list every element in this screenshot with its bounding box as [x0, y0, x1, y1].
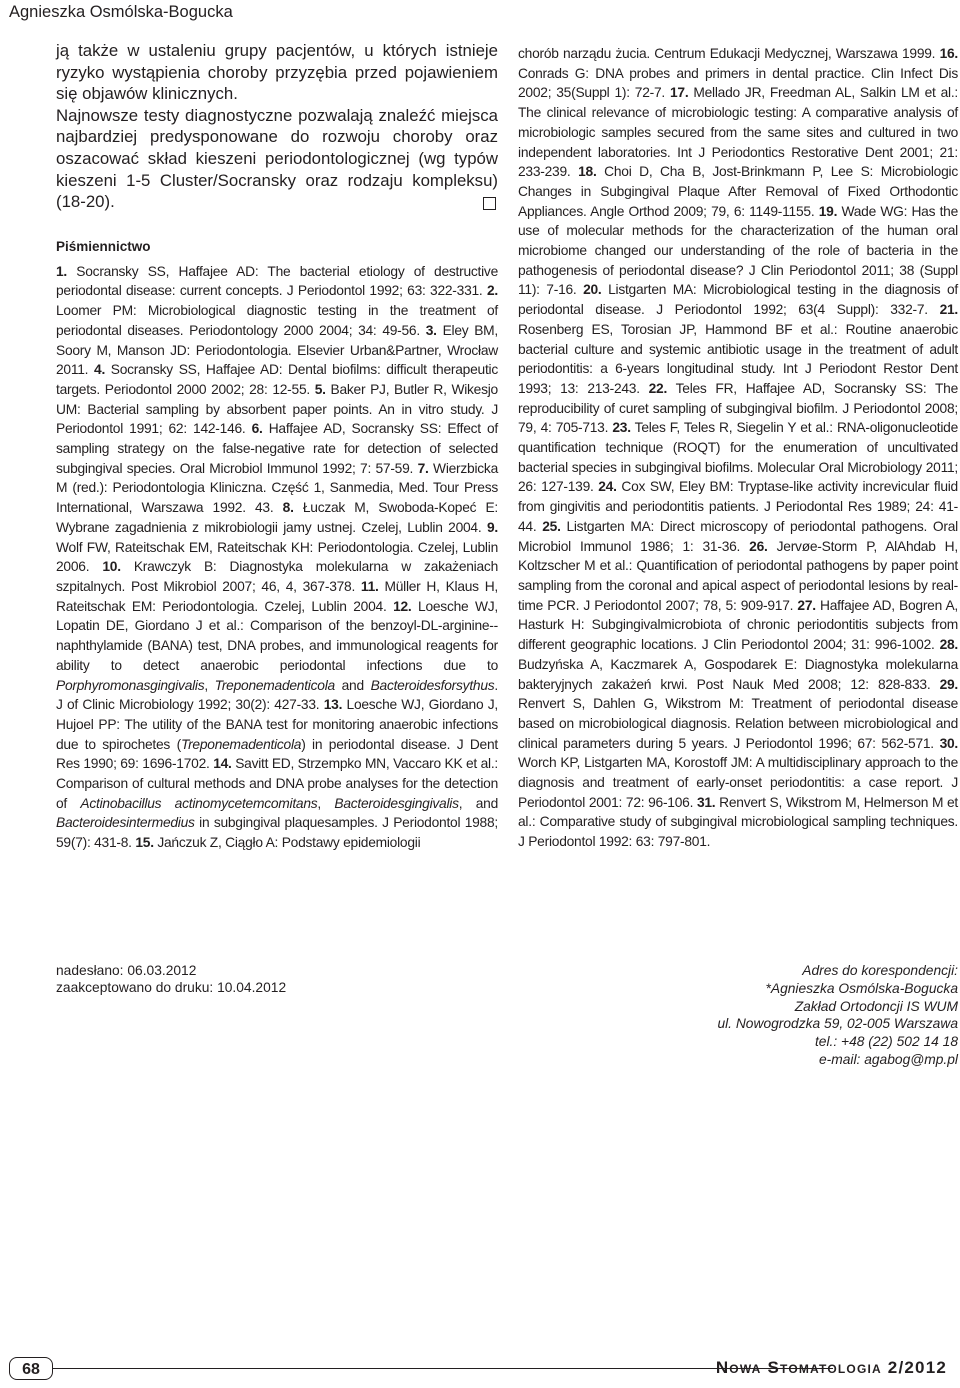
reference-text: Socransky SS, Haffajee AD: The bacterial etiology of destructive periodontal disease: current concepts. J Periodontol 1992; 63: 322-331.: [56, 263, 498, 299]
reference-text: ,: [204, 677, 215, 693]
reference-text: ) in periodontal disease. J Dent Res 1990; 69: 1696-1702.: [56, 736, 498, 772]
reference-text: Haffajee AD, Socransky SS: Effect of sampling strategy on the false-negative rate for detection of selected subgingival species. Oral Microbiol Immunol 1992; 7: 57-59.: [56, 421, 498, 476]
reference-species-name: Actinobacillus actinomycetemcomitans: [80, 795, 318, 811]
reference-number: 17.: [669, 85, 689, 101]
reference-text: Worch KP, Listgarten MA, Korostoff JM: A multidisciplinary approach to the diagnosis and treatment of early-onset periodontitis: a case report. J Periodontol 2001: 72: 96-106.: [518, 755, 958, 810]
reference-number: 15.: [135, 835, 154, 851]
body-paragraph-2-text: Najnowsze testy diagnostyczne pozwalają znaleźć miejsca najbardziej predysponowane do rozwoju choroby oraz oszacować skład kieszeni periodontologicznej (wg typów kieszeni 1-5 Cluster/Socransky oraz rodzaju kompleksu) (18-20).: [56, 105, 498, 212]
journal-name: Nowa Stomatologia 2/2012: [715, 1358, 947, 1377]
reference-text: Loesche WJ, Lopatin DE, Giordano J et al.: Comparison of the benzoyl-DL-arginine--naphthylamide (BANA) test, DNA probes, and immunological reagents for ability to detect anaerobic periodontal infections due to: [56, 598, 498, 673]
reference-text: chorób narządu żucia. Centrum Edukacji Medycznej, Warszawa 1999.: [518, 46, 940, 61]
page-number: 68: [9, 1357, 53, 1380]
reference-text: Loomer PM: Microbiological diagnostic testing in the treatment of periodontal diseases. Periodontology 2000 2004; 34: 49-56.: [56, 303, 498, 338]
correspondence-label: Adres do korespondencji:: [802, 963, 958, 978]
reference-text: , and: [458, 795, 498, 811]
reference-species-name: Bacteroidesintermedius: [56, 815, 195, 831]
left-column: [56, 40, 498, 853]
page-footer-bar: [9, 1357, 959, 1381]
reference-number: 22.: [648, 380, 668, 396]
reference-number: 31.: [696, 794, 716, 810]
reference-text: Krawczyk B: Diagnostyka molekularna w zakażeniach szpitalnych. Post Mikrobiol 2007; 46, 4, 367-378.: [56, 559, 498, 594]
reference-number: 5.: [314, 381, 326, 397]
running-head-author: Agnieszka Osmólska-Bogucka: [9, 3, 233, 21]
reference-text: Eley BM, Soory M, Manson JD: Periodontologia. Elsevier Urban&Partner, Wrocław 2011.: [56, 322, 498, 378]
reference-text: Savitt ED, Strzempko MN, Vaccaro KK et al.: Comparison of cultural methods and DNA probe analyses for the detection of: [56, 756, 499, 811]
reference-species-name: Treponemadenticola: [180, 736, 302, 752]
reference-text: Haffajee AD, Bogren A, Hasturk H: Subgingivalmicrobiota of chronic periodontitis subjects from different geographic locations. J Clin Periodontol 2004; 31: 996-1002.: [518, 597, 958, 653]
correspondence-address: [717, 962, 958, 1069]
reference-text: Wolf FW, Rateitschak EM, Rateitschak KH: Periodontologia. Czelej, Lublin 2006.: [56, 539, 498, 575]
reference-text: Loesche WJ, Giordano J, Hujoel PP: The utility of the BANA test for monitoring anaerobic infections due to spirochetes (: [56, 697, 498, 752]
correspondence-phone: tel.: +48 (22) 502 14 18: [814, 1034, 958, 1050]
reference-number: 13.: [323, 697, 343, 713]
reference-number: 26.: [749, 538, 768, 554]
reference-number: 8.: [282, 500, 294, 516]
reference-species-name: Treponemadenticola: [214, 677, 335, 693]
reference-text: Choi D, Cha B, Jost-Brinkmann P, Lee S: Microbiologic Changes in Subgingival Plaque After Removal of Fixed Orthodontic Appliances. Angle Orthod 2009; 79, 6: 1149-1155.: [518, 164, 958, 219]
reference-number: 4.: [94, 362, 106, 378]
reference-number: 3.: [425, 322, 437, 338]
reference-text: Baker PJ, Butler R, Wikesjo UM: Bacterial sampling by absorbent paper points. An in vitro study. J Periodontol 1991; 62: 142-146.: [56, 381, 498, 437]
reference-text: Wade WG: Has the use of molecular methods for the characterization of the human oral microbiome changed our understanding of the role of bacteria in the pathogenesis of periodontal disease? J Clin Periodontol 2011; 38 (Suppl 11): 7-16.: [518, 203, 958, 298]
reference-number: 28.: [939, 637, 958, 653]
reference-number: 19.: [818, 203, 838, 219]
reference-number: 14.: [213, 756, 232, 772]
reference-number: 29.: [939, 676, 958, 692]
reference-text: and: [334, 677, 371, 693]
reference-text: Socransky SS, Haffajee AD: Dental biofilms: difficult therapeutic targets. Periodontol 2000 2002; 28: 12-55.: [56, 362, 498, 397]
reference-text: Jervøe-Storm P, AlAhdab H, Koltzscher M et al.: Quantification of periodontal pathogens by paper point sampling from the coronal and apical aspect of periodontal lesions by real-time PCR. J Periodontol 2007; 78, 5: 909-917.: [518, 538, 958, 613]
correspondence-dept: Zakład Ortodoncji IS WUM: [794, 998, 958, 1014]
reference-text: Wierzbicka M (red.): Periodontologia Kliniczna. Część 1, Sanmedia, Med. Tour Press International, Warszawa 1992. 43.: [56, 460, 499, 516]
reference-text: Conrads G: DNA probes and primers in dental practice. Clin Infect Dis 2002; 35(Suppl 1): 72-7.: [518, 65, 958, 101]
reference-text: Rosenberg ES, Torosian JP, Hammond BF et al.: Routine anaerobic bacterial culture and systemic antibiotic usage in the treatment of adult periodontitis: a 6-years longitudinal study. Int J Periodont Restor Dent 1993; 13: 213-243.: [518, 321, 958, 396]
reference-number: 10.: [102, 559, 121, 575]
reference-text: Mellado JR, Freedman AL, Salkin LM et al.: The clinical relevance of microbiologic testing: A comparative analysis of microbiologic samples secured from the same sites and cultured in two independent laboratories. Int J Periodontics Restorative Dent 2001; 21: 233-239.: [518, 85, 958, 180]
submission-dates: [56, 962, 286, 996]
end-of-article-square-icon: [483, 197, 496, 210]
reference-text: Jańczuk Z, Ciągło A: Podstawy epidemiologii: [153, 835, 421, 851]
reference-text: Renvert S, Wikstrom M, Helmerson M et al.: Comparative study of subgingival microbiological sampling techniques. J Periodontol 1992: 63: 797-801.: [518, 794, 958, 850]
reference-species-name: Porphyromonasgingivalis: [56, 677, 205, 693]
received-date: nadesłano: 06.03.2012: [56, 963, 197, 978]
references-list-left: [56, 262, 498, 853]
reference-species-name: Bacteroidesforsythus: [370, 677, 495, 693]
reference-number: 9.: [486, 519, 498, 535]
references-list-right: [518, 44, 958, 852]
reference-number: 2.: [486, 283, 498, 299]
accepted-date: zaakceptowano do druku: 10.04.2012: [56, 980, 287, 995]
reference-number: 11.: [360, 579, 379, 594]
reference-species-name: Bacteroidesgingivalis: [334, 795, 459, 811]
reference-text: Listgarten MA: Microbiological testing in the diagnosis of periodontal disease. J Periodontol 1992; 63(4 Suppl): 332-7.: [518, 282, 958, 318]
reference-number: 16.: [939, 46, 958, 61]
reference-text: ,: [317, 795, 335, 811]
reference-text: Łuczak M, Swoboda-Kopeć E: Wybrane zagadnienia z mikrobiologii jamy ustnej. Czelej, Lublin 2004.: [56, 500, 498, 535]
reference-text: Renvert S, Dahlen G, Wikstrom M: Treatment of periodontal disease based on microbiological diagnosis. Relation between microbiological and clinical parameters during 5 years. J Periodontol 1996; 67: 562-571.: [518, 696, 958, 751]
reference-number: 7.: [417, 460, 429, 476]
reference-text: Listgarten MA: Direct microscopy of periodontal pathogens. Oral Microbiol Immunol 1986; 1: 31-36.: [518, 518, 958, 554]
reference-number: 27.: [797, 597, 816, 613]
body-paragraph-1: ją także w ustaleniu grupy pacjentów, u których istnieje ryzyko wystąpienia choroby przyzębia przed pojawieniem się objawów klinicznych.: [56, 41, 498, 104]
reference-number: 12.: [393, 598, 412, 614]
reference-number: 25.: [542, 518, 561, 534]
reference-number: 20.: [583, 282, 602, 298]
reference-number: 6.: [251, 421, 263, 437]
reference-text: . J of Clinic Microbiology 1992; 30(2): 427-33.: [56, 677, 498, 713]
reference-text: Budzyńska A, Kaczmarek A, Gospodarek E: Diagnostyka molekularna bakteryjnych zakażeń krwi. Post Nauk Med 2008; 12: 828-833.: [518, 656, 958, 692]
correspondence-email: e-mail: agabog@mp.pl: [818, 1051, 958, 1067]
reference-number: 30.: [939, 735, 958, 751]
correspondence-street: ul. Nowogrodzka 59, 02-005 Warszawa: [717, 1016, 958, 1032]
reference-text: Teles FR, Haffajee AD, Socransky SS: The reproducibility of curet sampling of subgingival biofilm. J Periodontol 2008; 79, 4: 705-713.: [518, 380, 958, 436]
body-paragraph-2: [56, 105, 498, 213]
correspondence-name: *Agnieszka Osmólska-Bogucka: [765, 980, 958, 996]
reference-text: Müller H, Klaus H, Rateitschak EM: Periodontologia. Czelej, Lublin 2004.: [56, 579, 498, 614]
reference-number: 1.: [56, 263, 68, 279]
reference-text: in subgingival plaquesamples. J Periodontol 1988; 59(7): 431-8.: [56, 815, 498, 851]
reference-number: 21.: [939, 302, 958, 318]
reference-number: 18.: [578, 164, 597, 180]
references-heading: Piśmiennictwo: [56, 238, 151, 254]
reference-number: 24.: [598, 479, 617, 495]
reference-number: 23.: [612, 420, 631, 436]
reference-text: Cox SW, Eley BM: Tryptase-like activity increvicular fluid from gingivitis and periodontitis patients. J Periodontal Res 1989; 24: 41-44.: [518, 479, 958, 534]
reference-text: Teles F, Teles R, Siegelin Y et al.: RNA-oligonucleotide quantification technique (ROQT) for the enumeration of uncultivated bacterial species in subgingival biofilms. Molecular Oral Microbiology 2011; 26: 127-139.: [518, 420, 958, 495]
right-column: [518, 44, 958, 852]
